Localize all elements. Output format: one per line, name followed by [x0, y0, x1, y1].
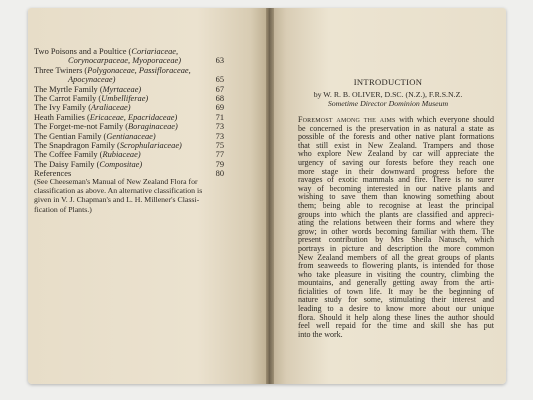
- contents-entry-family: Boraginaceae): [128, 122, 178, 132]
- author-line: by W. R. B. OLIVER, D.SC. (N.Z.), F.R.S.N.Z.: [313, 90, 463, 99]
- introduction-byline: [270, 90, 506, 108]
- contents-entry-title: The Daisy Family (: [34, 159, 100, 169]
- body-line: New Zealand members of all the great groups of plants: [298, 252, 494, 262]
- body-line: ating the relations between their forms and where they: [298, 218, 494, 228]
- body-line: them; being able to recognise at least the principal: [298, 200, 494, 210]
- contents-entry: [34, 66, 224, 85]
- contents-entry-page: 63: [215, 56, 224, 66]
- contents-entry: [34, 122, 224, 131]
- contents-entry-family: Compositae): [99, 159, 143, 169]
- body-line: ravages of exotic mammals and fire. There is no surer: [298, 175, 494, 185]
- note-line: fication of Plants.): [34, 204, 92, 214]
- introduction-body: [298, 116, 494, 339]
- contents-entry-page: 80: [215, 169, 224, 179]
- contents-entry-continuation: Apocynaceae): [68, 75, 116, 85]
- contents-entry-title: Two Poisons and a Poultice (: [34, 47, 132, 56]
- body-line: into the work.: [298, 329, 343, 339]
- contents-list: [34, 47, 224, 179]
- contents-entry-family: Rubiaceae): [102, 150, 141, 160]
- body-line-text: with which everyone should: [395, 115, 494, 124]
- contents-entry-title: The Carrot Family (: [34, 94, 102, 104]
- introduction-title: INTRODUCTION: [353, 77, 423, 87]
- note-line: (See Cheeseman's Manual of New Zealand Flora for: [34, 177, 198, 186]
- contents-entry: [34, 150, 224, 159]
- body-line: present contribution by Mrs Sheila Natusch, which: [298, 235, 494, 245]
- contents-entry-title: The Ivy Family (: [34, 103, 91, 113]
- body-line: groups into which the plants are classified and appreci-: [298, 209, 494, 219]
- body-line: urgency of saving our forests before they reach one: [298, 157, 494, 167]
- body-line: be concerned is the preservation in as natural a state as: [298, 123, 494, 133]
- contents-entry-continuation: Corynocarpaceae, Myoporaceae): [68, 56, 182, 66]
- contents-entry-title: The Coffee Family (: [34, 150, 103, 160]
- contents-entry-title: Three Twiners (: [34, 65, 88, 75]
- contents-entry: [34, 85, 224, 94]
- body-line: possible of the forests and other native plant formations: [298, 132, 494, 142]
- author-role: Sometime Director Dominion Museum: [327, 99, 449, 108]
- body-line: nature study for some, stimulating their interest and: [298, 295, 494, 305]
- body-line: that still exist in New Zealand. Trampers and those: [298, 140, 494, 150]
- contents-entry-page: 67: [215, 84, 224, 94]
- contents-entry-page: 75: [215, 141, 224, 151]
- contents-entry-family: Araliaceae): [91, 103, 131, 113]
- contents-entry: [34, 141, 224, 150]
- note-line: given in V. J. Chapman's and L. H. Millener's Classi-: [34, 195, 200, 205]
- contents-entry-family: Polygonaceae, Passifloraceae,: [87, 65, 191, 75]
- body-line: way of becoming interested in our native plants and: [298, 183, 494, 193]
- body-line: who take pleasure in visiting the country, climbing the: [298, 269, 494, 279]
- contents-entry-family: Ericaceae, Epacridaceae): [89, 112, 178, 122]
- contents-entry-page: 68: [215, 94, 224, 104]
- contents-entry-family: Umbelliferae): [101, 94, 149, 104]
- body-line: mountains, and generally getting away from the arti-: [298, 278, 494, 288]
- contents-entry-page: 71: [215, 112, 224, 122]
- contents-entry-page: 69: [215, 103, 224, 113]
- contents-entry-family: Gentianaceae): [106, 131, 156, 141]
- classification-note: [34, 177, 234, 214]
- contents-entry-title: The Forget-me-not Family (: [34, 122, 129, 132]
- contents-entry-page: 73: [215, 122, 224, 132]
- book-gutter: [266, 8, 274, 384]
- contents-entry: [34, 132, 224, 141]
- contents-entry-title: The Myrtle Family (: [34, 84, 103, 94]
- body-line: who explore New Zealand by car will appreciate the: [298, 149, 494, 159]
- body-line: more stage in their downward progress before the: [298, 166, 494, 176]
- contents-entry: [34, 47, 224, 66]
- lead-in: Foremost among the aims: [298, 115, 396, 124]
- body-line: ficialities of town life. It may be the beginning of: [298, 286, 494, 296]
- contents-entry-page: 79: [215, 159, 224, 169]
- contents-entry-title: Heath Families (: [34, 112, 90, 122]
- contents-entry-family: Coriariaceae,: [131, 47, 179, 56]
- contents-entry-page: 65: [215, 75, 224, 85]
- contents-entry-title: References: [34, 169, 72, 179]
- contents-entry: [34, 94, 224, 103]
- body-line: leading to a desire to know more about our unique: [298, 304, 494, 314]
- body-line: portrays in picture and description the more common: [298, 243, 494, 253]
- contents-entry-page: 77: [215, 150, 224, 160]
- body-line: grow; in other words becoming familiar with them. The: [298, 226, 494, 236]
- note-line: classification as above. An alternative classification is: [34, 186, 203, 196]
- contents-entry: [34, 113, 224, 122]
- contents-entry: [34, 160, 224, 169]
- contents-entry-family: Myrtaceae): [102, 84, 142, 94]
- contents-entry: [34, 103, 224, 112]
- contents-entry-page: 73: [215, 131, 224, 141]
- body-line: from seaweeds to flowering plants, is intended for those: [298, 261, 494, 271]
- body-line: wishing to save them than knowing something about: [298, 192, 494, 202]
- contents-entry-title: The Gentian Family (: [34, 131, 107, 141]
- body-line: feel well repaid for the time and skill she has put: [298, 321, 494, 331]
- contents-entry-family: Scrophulariaceae): [119, 141, 182, 151]
- contents-entry-title: The Snapdragon Family (: [34, 141, 120, 151]
- body-line: flora. Should it help along these lines the author should: [298, 312, 494, 322]
